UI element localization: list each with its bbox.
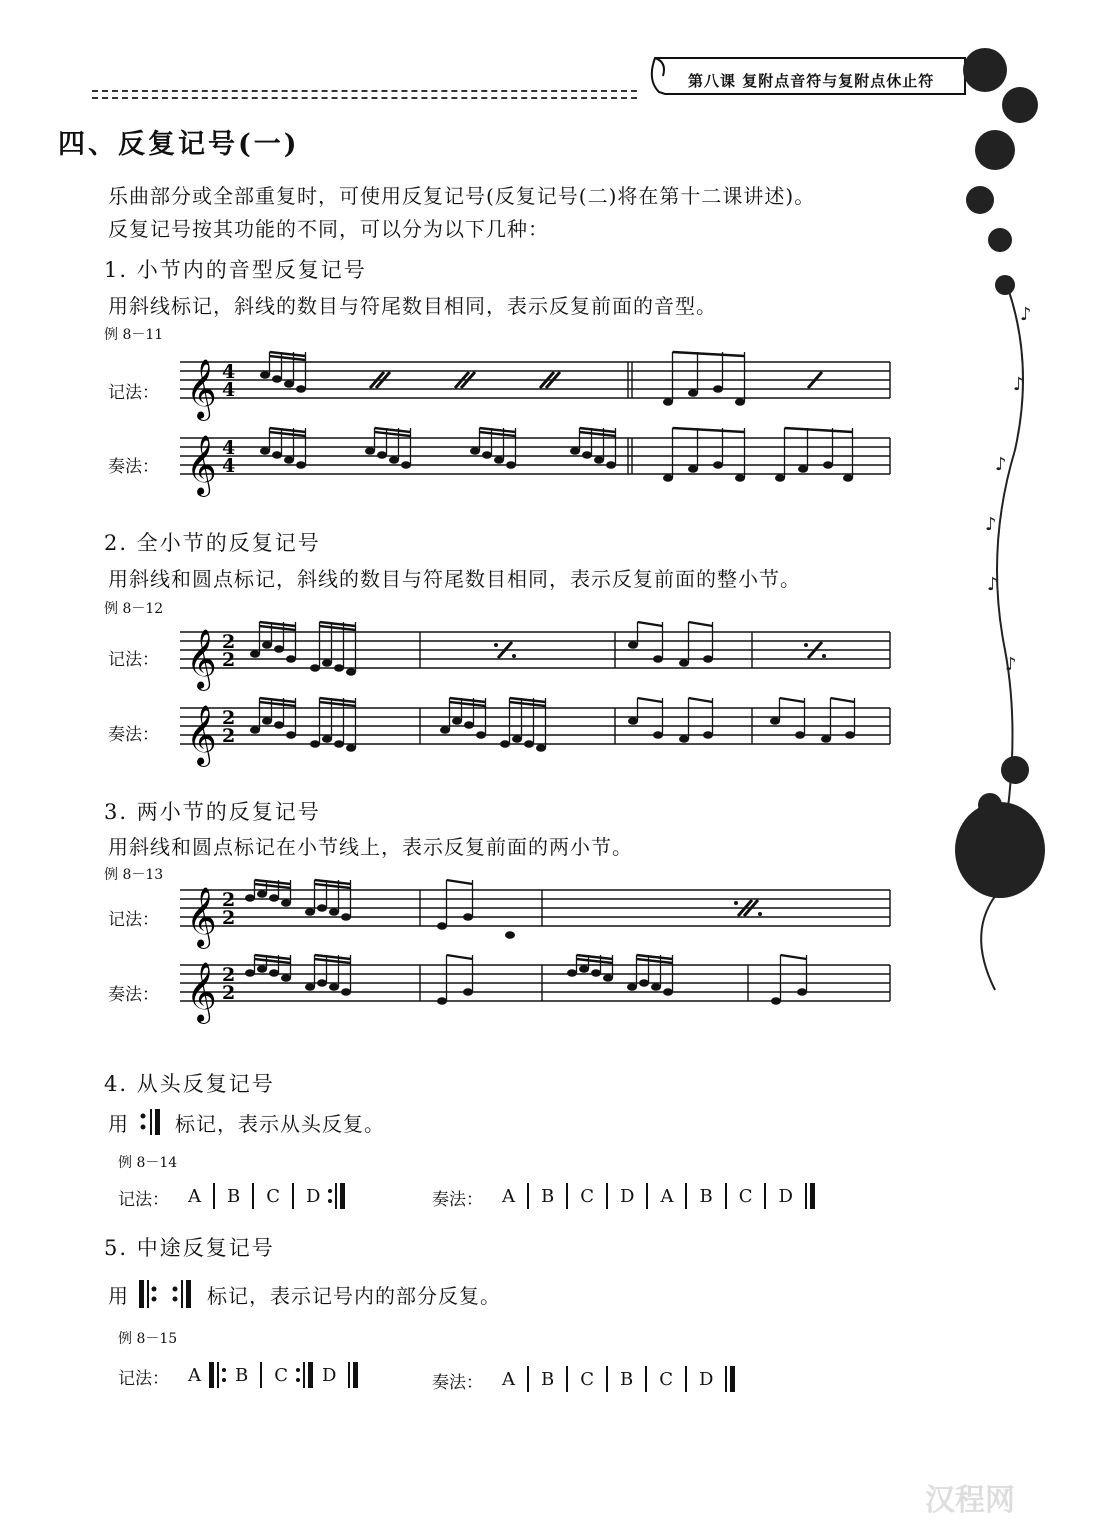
note-head (770, 717, 780, 725)
beam (447, 955, 473, 959)
staff-8-12-performance (180, 698, 890, 767)
note-head (627, 983, 637, 991)
bar-line (685, 1183, 687, 1209)
note-head (845, 731, 855, 739)
note-head (594, 456, 604, 464)
svg-text:♪: ♪ (1020, 304, 1032, 325)
note-head (286, 731, 296, 739)
note-head (797, 988, 807, 996)
intro-line-1: 乐曲部分或全部重复时，可使用反复记号(反复记号(二)将在第十二课讲述)。 (108, 184, 816, 208)
note-head (250, 726, 260, 734)
example-8-15-notation-sequence (188, 1361, 370, 1389)
note-head (341, 913, 351, 921)
floral-vine-decoration (925, 30, 1065, 1030)
bar-line (606, 1183, 608, 1209)
note-head (463, 913, 473, 921)
note-head (272, 375, 282, 383)
watermark-logo: 汉程网 (925, 1483, 1015, 1518)
repeat-end-sign-icon (135, 1107, 169, 1137)
note-head (262, 717, 272, 725)
beam (785, 428, 853, 432)
example-8-14: 例 8－14 (118, 1155, 178, 1171)
note-head (735, 474, 745, 482)
note-head (317, 904, 327, 912)
bar-line (646, 1183, 648, 1209)
notation-label: 记法： (118, 1190, 169, 1210)
example-8-12: 例 8－12 (104, 601, 164, 617)
note-head (536, 744, 546, 752)
item-5-desc (108, 1278, 501, 1310)
section-letter: B (227, 1185, 241, 1207)
time-signature: 2 (222, 907, 236, 929)
note-head (452, 717, 462, 725)
time-signature: 2 (222, 964, 236, 986)
note-head (628, 717, 638, 725)
note-head (606, 461, 616, 469)
notation-label: 记法： (108, 910, 159, 930)
example-8-15: 例 8－15 (118, 1331, 178, 1347)
treble-clef-icon: 𝄞 (186, 359, 217, 419)
note-head (567, 969, 577, 977)
header-dashed-line (92, 90, 637, 92)
note-head (500, 740, 510, 748)
note-head (250, 650, 260, 658)
note-head (703, 655, 713, 663)
staff-8-12-notation (180, 622, 890, 691)
bar-line (566, 1366, 568, 1392)
header-dashed-line (92, 97, 637, 99)
note-head (603, 974, 613, 982)
example-8-14-notation-sequence (188, 1182, 354, 1210)
note-head (591, 969, 601, 977)
note-head (579, 965, 589, 973)
note-head (464, 721, 474, 729)
staff-8-11-performance (180, 428, 890, 497)
note-head (775, 474, 785, 482)
section-letter: B (541, 1368, 555, 1390)
note-head (305, 908, 315, 916)
item-1-desc: 用斜线标记，斜线的数目与符尾数目相同，表示反复前面的音型。 (108, 294, 717, 318)
note-head (821, 735, 831, 743)
running-title: 第八课 复附点音符与复附点休止符 (688, 72, 935, 90)
note-head (245, 894, 255, 902)
note-head (281, 974, 291, 982)
time-signature: 4 (222, 437, 236, 459)
note-head (245, 969, 255, 977)
bar-line (606, 1366, 608, 1392)
beam (673, 428, 745, 432)
note-head (262, 641, 272, 649)
note-head (310, 664, 320, 672)
note-head (341, 988, 351, 996)
item-4-desc (108, 1107, 385, 1137)
performance-label: 奏法： (108, 725, 159, 745)
note-head (703, 731, 713, 739)
item-5-desc-suffix: 标记，表示记号内的部分反复。 (207, 1283, 501, 1308)
beam (673, 352, 745, 356)
note-head (688, 389, 698, 397)
note-head (322, 659, 332, 667)
section-letter: A (502, 1368, 515, 1390)
time-signature: 2 (222, 707, 236, 729)
section-letter: A (188, 1185, 201, 1207)
note-head (296, 461, 306, 469)
note-head (482, 451, 492, 459)
performance-label: 奏法： (432, 1190, 483, 1210)
bar-line (725, 1183, 727, 1209)
section-letter: B (620, 1368, 634, 1390)
notation-label: 记法： (118, 1369, 169, 1389)
beam (831, 698, 855, 702)
performance-label: 奏法： (108, 457, 159, 477)
section-letter: D (620, 1185, 635, 1207)
intro-line-2: 反复记号按其功能的不同，可以分为以下几种： (108, 217, 549, 241)
time-signature: 2 (222, 649, 236, 671)
note-head (795, 731, 805, 739)
section-letter: D (778, 1185, 793, 1207)
note-head (437, 922, 447, 930)
example-8-15-performance-sequence (502, 1365, 747, 1393)
note-head (843, 474, 853, 482)
note-head (639, 979, 649, 987)
treble-clef-icon: 𝄞 (186, 629, 217, 689)
note-head (322, 735, 332, 743)
bar-line (566, 1183, 568, 1209)
section-letter: B (699, 1185, 713, 1207)
note-head (470, 447, 480, 455)
note-head (679, 659, 689, 667)
notation-label: 记法： (108, 650, 159, 670)
note-head (365, 447, 375, 455)
note-head (284, 380, 294, 388)
note-head (679, 735, 689, 743)
note-head (713, 461, 723, 469)
svg-text:♪: ♪ (1005, 654, 1017, 675)
bar-line (645, 1366, 647, 1392)
note-head (329, 983, 339, 991)
beam (447, 880, 473, 884)
bar-line (292, 1183, 294, 1209)
item-2-title: 2. 全小节的反复记号 (104, 531, 321, 555)
beam (638, 622, 663, 626)
note-head (437, 997, 447, 1005)
time-signature: 2 (222, 982, 236, 1004)
note-head (317, 979, 327, 987)
repeat-start-end-sign-icon (135, 1278, 201, 1310)
time-signature: 2 (222, 889, 236, 911)
note-head (570, 447, 580, 455)
bar-line (252, 1183, 254, 1209)
section-letter: A (660, 1185, 674, 1207)
beam (780, 698, 805, 702)
note-head (269, 894, 279, 902)
item-1-title: 1. 小节内的音型反复记号 (104, 258, 367, 282)
note-head (663, 398, 673, 406)
time-signature: 2 (222, 631, 236, 653)
note-head (257, 890, 267, 898)
time-signature: 4 (222, 379, 236, 401)
final-barline-icon (719, 1365, 741, 1393)
note-head (274, 645, 284, 653)
section-letter: C (266, 1185, 281, 1207)
time-signature: 4 (222, 455, 236, 477)
item-3-title: 3. 两小节的反复记号 (104, 800, 321, 824)
item-4-title: 4. 从头反复记号 (104, 1072, 275, 1096)
time-signature: 2 (222, 725, 236, 747)
note-head (286, 655, 296, 663)
note-head (663, 474, 673, 482)
item-4-desc-prefix: 用 (108, 1111, 129, 1136)
performance-label: 奏法： (432, 1373, 483, 1393)
note-head (310, 740, 320, 748)
item-2-desc: 用斜线和圆点标记，斜线的数目与符尾数目相同，表示反复前面的整小节。 (108, 567, 801, 591)
section-letter: D (699, 1368, 714, 1390)
section-letter: C (580, 1185, 595, 1207)
note-head (506, 461, 516, 469)
svg-text:♪: ♪ (987, 574, 999, 595)
note-head (582, 451, 592, 459)
section-letter: D (306, 1185, 321, 1207)
note-head (512, 735, 522, 743)
note-head (272, 451, 282, 459)
note-head (505, 931, 515, 939)
note-head (257, 965, 267, 973)
svg-text:♪: ♪ (1013, 374, 1025, 395)
note-head (281, 899, 291, 907)
note-head (401, 461, 411, 469)
note-head (653, 655, 663, 663)
example-8-11: 例 8－11 (104, 327, 164, 343)
note-head (440, 726, 450, 734)
note-head (735, 398, 745, 406)
staff-8-13-performance (180, 955, 890, 1024)
note-head (771, 997, 781, 1005)
note-head (296, 385, 306, 393)
notation-label: 记法： (108, 383, 159, 403)
bar-line (260, 1362, 262, 1388)
note-head (274, 721, 284, 729)
bar-line (527, 1366, 529, 1392)
note-head (269, 969, 279, 977)
beam (689, 622, 713, 626)
section-letter: C (738, 1185, 753, 1207)
svg-text:♪: ♪ (995, 454, 1007, 475)
beam (689, 698, 713, 702)
bar-line (213, 1183, 215, 1209)
note-head (334, 740, 344, 748)
note-head (346, 668, 356, 676)
treble-clef-icon: 𝄞 (186, 962, 217, 1022)
note-head (260, 447, 270, 455)
beam (781, 955, 807, 959)
treble-clef-icon: 𝄞 (186, 887, 217, 947)
treble-clef-icon: 𝄞 (186, 705, 217, 765)
item-4-desc-suffix: 标记，表示从头反复。 (175, 1111, 385, 1136)
note-head (494, 456, 504, 464)
section-letter: A (188, 1364, 201, 1386)
section-letter: C (274, 1364, 289, 1386)
note-head (651, 983, 661, 991)
section-letter: C (659, 1368, 674, 1390)
example-8-13: 例 8－13 (104, 867, 164, 883)
item-5-title: 5. 中途反复记号 (104, 1236, 275, 1260)
music-notation-staves (180, 350, 900, 1050)
note-head (823, 461, 833, 469)
note-head (260, 371, 270, 379)
example-8-14-performance-sequence (502, 1182, 827, 1210)
item-5-desc-prefix: 用 (108, 1283, 129, 1308)
note-head (663, 988, 673, 996)
note-head (524, 740, 534, 748)
final-barline-icon (342, 1361, 364, 1389)
note-head (334, 664, 344, 672)
bar-line (764, 1183, 766, 1209)
section-letter: A (502, 1185, 515, 1207)
svg-text:♪: ♪ (985, 514, 997, 535)
note-head (284, 456, 294, 464)
bar-line (527, 1183, 529, 1209)
note-head (377, 451, 387, 459)
staff-8-13-notation (180, 880, 890, 949)
note-head (305, 983, 315, 991)
section-letter: D (322, 1364, 337, 1386)
note-head (628, 641, 638, 649)
section-letter: B (235, 1364, 249, 1386)
note-head (798, 465, 808, 473)
repeat-start-sign-icon (207, 1361, 229, 1389)
treble-clef-icon: 𝄞 (186, 435, 217, 495)
note-head (463, 988, 473, 996)
note-head (653, 731, 663, 739)
repeat-end-sign-icon (326, 1182, 348, 1210)
note-head (329, 908, 339, 916)
note-head (688, 465, 698, 473)
bar-line (685, 1366, 687, 1392)
section-letter: B (541, 1185, 555, 1207)
section-title: 四、反复记号(一) (58, 129, 300, 160)
note-head (713, 385, 723, 393)
performance-label: 奏法： (108, 985, 159, 1005)
note-head (346, 744, 356, 752)
item-3-desc: 用斜线和圆点标记在小节线上，表示反复前面的两小节。 (108, 835, 633, 859)
note-head (389, 456, 399, 464)
staff-8-11-notation (180, 352, 890, 421)
section-letter: C (580, 1368, 595, 1390)
final-barline-icon (799, 1182, 821, 1210)
time-signature: 4 (222, 361, 236, 383)
repeat-end-sign-icon (294, 1361, 316, 1389)
beam (638, 698, 663, 702)
note-head (476, 731, 486, 739)
